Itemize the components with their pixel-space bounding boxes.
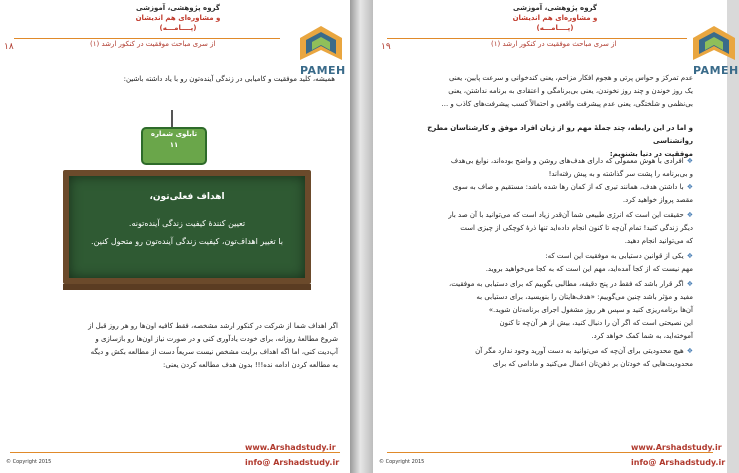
footer-rule — [387, 452, 713, 453]
second-line: و اما در این رابطه، چند جملهٔ مهم رو از زبان افراد موفق و کارشناسان مطرح روانشناسی — [427, 124, 693, 145]
board-tray — [63, 284, 311, 290]
diamond-bullet-icon: ❖ — [686, 157, 693, 165]
board-line-2: با تغییر اهداف‌تون، کیفیت زندگی آینده‌تون رو متحول کنین. — [91, 237, 283, 246]
footer-copyright: © Copyright 2015 — [6, 459, 52, 465]
bullet-text: که می‌توانید انجام دهید. — [624, 237, 693, 245]
quote-bullet-6 — [393, 345, 693, 371]
bullet-text: هیچ محدودیتی برای آن‌چه که می‌توانید به دست آورید وجود ندارد مگر آن — [475, 347, 684, 355]
diamond-bullet-icon: ❖ — [686, 347, 693, 355]
bullet-text: با داشتن هدف، همانند تیری که از کمان رها شده باشد: مستقیم و صاف به سوی — [452, 183, 684, 191]
body-paragraph — [10, 320, 338, 372]
bullet-text: مفید و مؤثر باشد چنین می‌گوییم: «هدف‌هایتان را بنویسید، برای دستیابی به — [476, 293, 693, 301]
sign-label: تابلوی شماره — [150, 130, 198, 138]
footer-email[interactable]: info@ Arshadstudy.ir — [245, 458, 340, 467]
header-rule — [14, 38, 280, 39]
body-line: شروع مطالعهٔ روزانه، برای خودت یادآوری کنی و در صورت نیاز اون‌ها رو بازسازی و — [95, 335, 338, 343]
header-org-line2: و مشاوره‌ای هم اندیشان — [512, 14, 598, 22]
bullet-text: و بی‌برنامه را پشت سر گذاشته و به پیش رفته‌اند! — [548, 170, 693, 178]
bullet-text: اگر قرار باشد که فقط در پنج دقیقه، مطالبی بگوییم که برای دستیابی به موفقیت، — [448, 280, 684, 288]
header-subtitle: از سری مباحث موفقیت در کنکور ارشد (۱) — [491, 40, 617, 48]
board-line-1: تعیین کنندهٔ کیفیت زندگی آینده‌تونه. — [128, 219, 246, 228]
quote-bullet-2 — [393, 181, 693, 207]
intro-line: عدم تمرکز و حواس پرتی و هجوم افکار مزاحم، یعنی کندخوانی و سرعت پایین، یعنی — [448, 74, 693, 82]
header-rule — [387, 38, 687, 39]
board-number-sign — [141, 127, 207, 165]
header-org-line2: و مشاوره‌ای هم اندیشان — [135, 14, 221, 22]
header-org — [118, 3, 238, 33]
body-line: به مطالعه کردن ادامه نده!!! بدون هدف مطالعه کردن یعنی: — [162, 361, 338, 369]
sign-string — [171, 110, 173, 127]
diamond-bullet-icon: ❖ — [686, 183, 693, 191]
intro-text: همیشه، کلید موفقیت و کامیابی در زندگی آینده‌تون رو با یاد داشته باشین: — [123, 75, 335, 83]
header-org-line3: (پــــامـــه) — [536, 24, 574, 32]
intro-line: بی‌نظمی و شلختگی، یعنی عدم پیشرفت واقعی و احتمالاً کسب پیشرفت‌های کاذب و ... — [441, 100, 693, 108]
footer-rule — [10, 452, 340, 453]
diamond-bullet-icon: ❖ — [686, 211, 693, 219]
intro-paragraph — [393, 72, 693, 111]
intro-line: یک روز خوندن و چند روز نخوندن، یعنی بی‌برنامگی و اعتقادی به برنامه نداشتن، یعنی — [448, 87, 693, 95]
second-line: موفقیت در دنیا بشنویم: — [609, 150, 693, 158]
footer-website[interactable]: www.Arshadstudy.ir — [631, 443, 722, 452]
logo-text: PAMEH — [300, 64, 346, 77]
sign-number: ۱۱ — [169, 141, 179, 149]
quote-bullet-5 — [393, 278, 693, 343]
right-page — [373, 0, 739, 473]
board-title: اهداف فعلی‌تون، — [149, 192, 225, 202]
quote-bullet-1 — [393, 155, 693, 181]
header-org — [495, 3, 615, 33]
bullet-text: افرادی با هوش معمولی که دارای هدف‌های روشن و واضح بوده‌اند، نوابغ بی‌هدف — [450, 157, 684, 165]
bullet-text: مهم نیست که از کجا آمده‌اید، مهم این است که به کجا می‌خواهید بروید. — [485, 265, 693, 273]
diamond-bullet-icon: ❖ — [686, 252, 693, 260]
bullet-text: آموخته‌اید، به شما کمک خواهد کرد. — [591, 332, 693, 340]
header-org-line1: گروه پژوهشی، آموزشی — [136, 4, 220, 12]
bullet-text: مقصد پرواز خواهید کرد. — [622, 196, 693, 204]
body-line: آپ‌دیت کنی، اما اگه اهداف برایت مشخص نیست سریعاً دست از مطالعه بکش و دیگه — [90, 348, 338, 356]
bullet-text: حقیقت این است که انرژی طبیعی شما آن‌قدر زیاد است که می‌توانید با آن صد بار — [448, 211, 684, 219]
bullet-text: یکی از قوانین دستیابی به موفقیت این است که: — [545, 252, 684, 260]
bullet-text: محدودیت‌هایی که خودتان بر ذهن‌تان اعمال می‌کنید و مادامی که برای — [492, 360, 693, 368]
footer-website[interactable]: www.Arshadstudy.ir — [245, 443, 336, 452]
quote-bullet-3 — [393, 209, 693, 248]
page-number: ۱۸ — [4, 42, 14, 52]
bullet-text: دیگر زندگی کنید! تمام آن‌چه تا کنون انجام داده‌اید تنها ذرهٔ کوچکی از چیزی است — [460, 224, 693, 232]
page-number: ۱۹ — [381, 42, 391, 52]
diamond-bullet-icon: ❖ — [686, 280, 693, 288]
body-line: اگر اهداف شما از شرکت در کنکور ارشد مشخصه، فقط کافیه اون‌ها رو هر روز قبل از — [88, 322, 338, 330]
logo-text: PAMEH — [693, 64, 739, 77]
header-org-line1: گروه پژوهشی، آموزشی — [513, 4, 597, 12]
bullet-text: آن‌ها برنامه‌ریزی کنید و سپس هر روز مشغول اجرای برنامه‌تان شوید.» — [488, 306, 693, 314]
header-subtitle: از سری مباحث موفقیت در کنکور ارشد (۱) — [90, 40, 216, 48]
quote-bullet-4 — [393, 250, 693, 276]
bullet-text: این نصیحتی است که اگر آن را دنبال کنید، بیش از هر آن‌چه تا کنون — [499, 319, 693, 327]
blackboard — [63, 170, 311, 284]
header-org-line3: (پــــامـــه) — [159, 24, 197, 32]
left-page — [0, 0, 350, 473]
footer-email[interactable]: info@ Arshadstudy.ir — [631, 458, 726, 467]
book-gutter — [350, 0, 373, 473]
footer-copyright: © Copyright 2015 — [379, 459, 425, 465]
